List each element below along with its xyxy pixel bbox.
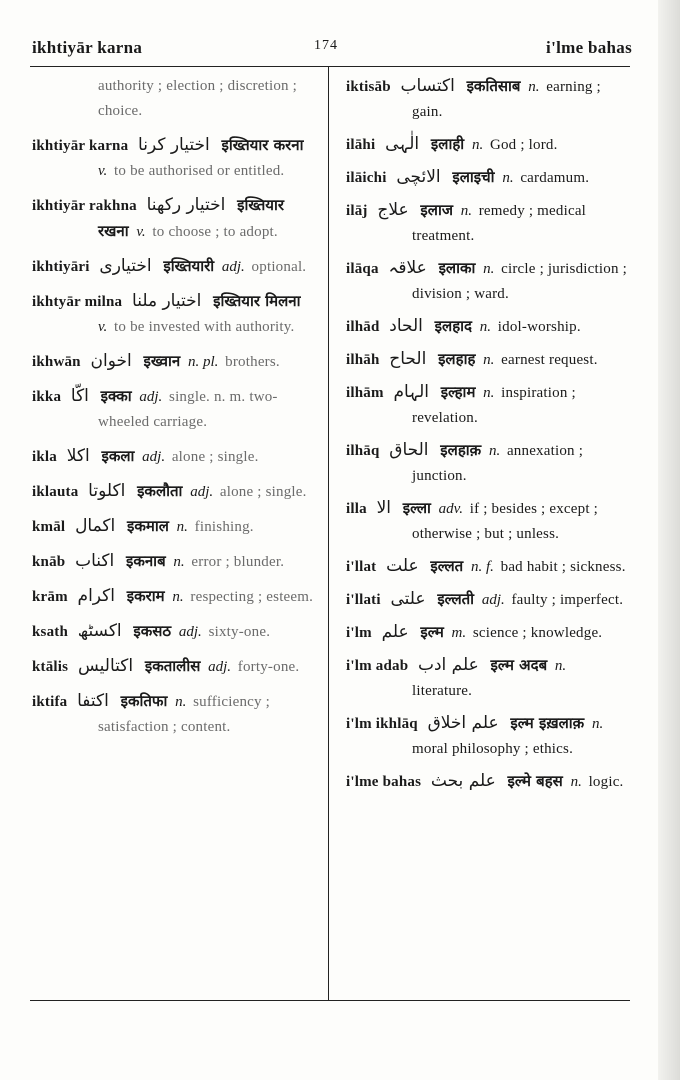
dictionary-entry <box>32 549 314 575</box>
dictionary-entry <box>32 133 314 184</box>
dictionary-entry <box>346 256 632 307</box>
definition: faulty ; imperfect. <box>511 592 624 608</box>
part-of-speech: v. <box>98 319 108 335</box>
part-of-speech: n. <box>460 203 472 219</box>
definition: alone ; single. <box>171 449 259 465</box>
dictionary-entry <box>346 620 632 646</box>
dictionary-entry <box>346 769 632 795</box>
definition: finishing. <box>194 519 254 535</box>
headword: ikka <box>32 389 62 405</box>
urdu-word: الہام <box>393 382 430 402</box>
part-of-speech: adj. <box>139 389 163 405</box>
dictionary-entry <box>32 349 314 375</box>
headword: ikhtiyār karna <box>32 138 129 154</box>
headword: ilhāq <box>346 443 380 459</box>
urdu-word: اکسٹھ <box>77 621 122 641</box>
part-of-speech: n. <box>488 443 501 459</box>
hindi-word: इकतिसाब <box>466 77 521 95</box>
part-of-speech: adj. <box>190 484 214 500</box>
headword: i'llati <box>346 592 381 608</box>
dictionary-entry <box>346 198 632 249</box>
hindi-word: इख्वान <box>143 352 181 370</box>
part-of-speech: n. <box>483 352 495 368</box>
page-number: 174 <box>314 38 338 53</box>
hindi-word: इल्लत <box>430 557 464 575</box>
headword: i'lme bahas <box>346 774 422 790</box>
definition: remedy ; medical treatment. <box>412 203 587 244</box>
headword: ksath <box>32 624 69 640</box>
urdu-word: اکتالیس <box>77 656 134 676</box>
hindi-word: इलहाद <box>434 317 473 335</box>
column-divider <box>328 67 329 1000</box>
definition: bad habit ; sickness. <box>500 559 626 575</box>
headword: ilāhi <box>346 137 376 153</box>
dictionary-entry <box>32 384 314 435</box>
headword: ikhwān <box>32 354 81 370</box>
definition: authority ; election ; discretion ; choice. <box>98 78 298 119</box>
hindi-word: इल्म इख़लाक़ <box>510 714 585 732</box>
definition: science ; knowledge. <box>472 625 603 641</box>
definition: error ; blunder. <box>191 554 285 570</box>
hindi-word: इल्म अदब <box>490 656 548 674</box>
urdu-word: اختیار کرنا <box>138 135 210 155</box>
headword: iktifa <box>32 694 68 710</box>
definition: sufficiency ; satisfaction ; content. <box>98 694 271 735</box>
urdu-word: الا <box>376 498 391 518</box>
definition: literature. <box>412 683 473 699</box>
hindi-word: इकलौता <box>137 482 183 500</box>
headword: kmāl <box>32 519 66 535</box>
hindi-word: इलाइची <box>452 168 495 186</box>
dictionary-entry <box>346 380 632 431</box>
definition: respecting ; esteem. <box>190 589 314 605</box>
urdu-word: علم <box>381 622 409 642</box>
hindi-word: इकतालीस <box>144 657 201 675</box>
dictionary-entry <box>32 254 314 280</box>
urdu-word: اکرام <box>77 586 115 606</box>
definition: inspiration ; revelation. <box>412 385 576 426</box>
headword: i'llat <box>346 559 377 575</box>
dictionary-entry <box>32 479 314 505</box>
definition: to be invested with authority. <box>114 319 295 335</box>
headword: i'lm ikhlāq <box>346 716 418 732</box>
definition: earnest request. <box>501 352 598 368</box>
definition: cardamum. <box>520 170 590 186</box>
definition: idol-worship. <box>497 319 581 335</box>
dictionary-entry <box>346 711 632 762</box>
header-right-headword: i'lme bahas <box>546 38 632 57</box>
hindi-word: इलहाक़ <box>440 441 482 459</box>
headword: ikhtiyār rakhna <box>32 198 137 214</box>
hindi-word: इकतिफा <box>120 692 168 710</box>
urdu-word: الحاق <box>389 440 429 460</box>
urdu-word: الحاح <box>389 349 427 369</box>
urdu-word: اکتفا <box>77 691 109 711</box>
urdu-word: اکلا <box>66 446 90 466</box>
dictionary-entry <box>346 347 632 373</box>
dictionary-entry <box>346 587 632 613</box>
definition: circle ; jurisdiction ; division ; ward. <box>412 261 627 302</box>
urdu-word: علت <box>386 556 419 576</box>
part-of-speech: adj. <box>481 592 505 608</box>
part-of-speech: adj. <box>208 659 232 675</box>
hindi-word: इकसठ <box>133 622 172 640</box>
urdu-word: اکّا <box>70 386 89 406</box>
hindi-word: इख्तियार मिलना <box>213 292 301 310</box>
dictionary-entry <box>346 438 632 489</box>
urdu-word: اکتساب <box>400 76 455 96</box>
urdu-word: اخوان <box>90 351 132 371</box>
part-of-speech: n. <box>173 554 185 570</box>
urdu-word: الٰہی <box>385 134 420 154</box>
urdu-word: علاقہ <box>388 258 427 278</box>
part-of-speech: n. <box>554 658 567 674</box>
left-column <box>32 74 314 749</box>
dictionary-entry <box>32 289 314 340</box>
hindi-word: इख्तियार करना <box>221 136 304 154</box>
definition: brothers. <box>225 354 280 370</box>
urdu-word: اکمال <box>75 516 116 536</box>
hindi-word: इक्का <box>100 387 132 405</box>
headword: knāb <box>32 554 66 570</box>
hindi-word: इलाज <box>420 201 453 219</box>
headword: ilāj <box>346 203 368 219</box>
urdu-word: علتی <box>390 589 426 609</box>
headword: ikhtyār milna <box>32 294 123 310</box>
headword: iktisāb <box>346 79 391 95</box>
headword: ikhtiyāri <box>32 259 90 275</box>
definition: sixty-one. <box>208 624 271 640</box>
dictionary-entry <box>346 165 632 191</box>
headword: i'lm <box>346 625 372 641</box>
dictionary-entry <box>346 314 632 340</box>
hindi-word: इलाका <box>438 259 476 277</box>
part-of-speech: adv. <box>438 501 463 517</box>
hindi-word: इल्मे बहस <box>507 772 563 790</box>
dictionary-entry <box>32 689 314 740</box>
dictionary-entry <box>32 584 314 610</box>
part-of-speech: n. <box>176 519 188 535</box>
urdu-word: اختیاری <box>99 256 152 276</box>
hindi-word: इकनाब <box>125 552 166 570</box>
definition: alone ; single. <box>219 484 307 500</box>
headword: i'lm adab <box>346 658 409 674</box>
headword: krām <box>32 589 68 605</box>
definition: logic. <box>588 774 624 790</box>
hindi-word: इलहाह <box>438 350 476 368</box>
hindi-word: इल्लती <box>437 590 475 608</box>
urdu-word: اکلوتا <box>88 481 126 501</box>
bottom-rule <box>30 1000 630 1001</box>
definition: annexation ; junction. <box>412 443 584 484</box>
headword: ilhād <box>346 319 380 335</box>
part-of-speech: adj. <box>142 449 166 465</box>
dictionary-entry <box>32 444 314 470</box>
hindi-word: इलाही <box>430 135 465 153</box>
hindi-word: इकराम <box>126 587 165 605</box>
hindi-word: इख्तियार रखना <box>98 196 284 240</box>
urdu-word: علم بحث <box>430 771 496 791</box>
headword: ikla <box>32 449 57 465</box>
dictionary-entry <box>32 193 314 245</box>
part-of-speech: n. <box>591 716 604 732</box>
definition: single. n. m. two-wheeled carriage. <box>98 389 278 430</box>
urdu-word: علم ادب <box>417 655 479 675</box>
part-of-speech: v. <box>98 163 108 179</box>
dictionary-entry <box>32 654 314 680</box>
dictionary-entry <box>346 496 632 547</box>
top-rule <box>30 66 630 67</box>
urdu-word: اختیار ملنا <box>132 291 202 311</box>
definition: if ; besides ; except ; otherwise ; but ; unless. <box>412 501 599 542</box>
hindi-word: इल्ला <box>402 499 431 517</box>
part-of-speech: n. <box>471 137 484 153</box>
headword: ilhām <box>346 385 384 401</box>
part-of-speech: adj. <box>178 624 202 640</box>
urdu-word: الحاد <box>389 316 423 336</box>
page-edge-shadow <box>658 0 680 1080</box>
dictionary-entry <box>346 653 632 704</box>
headword: ilāichi <box>346 170 387 186</box>
page-header <box>32 38 632 62</box>
definition: forty-one. <box>237 659 300 675</box>
part-of-speech: n. <box>172 589 184 605</box>
part-of-speech: m. <box>451 625 467 641</box>
headword: illa <box>346 501 367 517</box>
dictionary-entry <box>32 619 314 645</box>
header-left-headword: ikhtiyār karna <box>32 38 143 57</box>
part-of-speech: n. <box>483 261 495 277</box>
headword: ktālis <box>32 659 69 675</box>
urdu-word: علاج <box>377 200 409 220</box>
part-of-speech: n. <box>570 774 582 790</box>
dictionary-entry <box>346 132 632 158</box>
definition: God ; lord. <box>489 137 558 153</box>
urdu-word: اکناب <box>75 551 115 571</box>
part-of-speech: n. <box>483 385 495 401</box>
urdu-word: علم اخلاق <box>427 713 499 733</box>
hindi-word: इकला <box>101 447 135 465</box>
right-column <box>346 74 632 802</box>
definition: to choose ; to adopt. <box>152 224 278 240</box>
definition: earning ; gain. <box>412 79 601 120</box>
part-of-speech: adj. <box>221 259 245 275</box>
part-of-speech: n. f. <box>470 559 494 575</box>
urdu-word: اختیار رکھنا <box>146 195 226 215</box>
part-of-speech: n. pl. <box>187 354 219 370</box>
dictionary-entry <box>346 554 632 580</box>
headword: ilāqa <box>346 261 379 277</box>
dictionary-entry <box>346 74 632 125</box>
headword: ilhāh <box>346 352 380 368</box>
part-of-speech: n. <box>175 694 187 710</box>
hindi-word: इल्म <box>420 623 444 641</box>
hindi-word: इल्हाम <box>440 383 476 401</box>
dictionary-entry <box>32 514 314 540</box>
headword: iklauta <box>32 484 79 500</box>
urdu-word: الائچی <box>396 167 441 187</box>
definition: optional. <box>251 259 307 275</box>
part-of-speech: n. <box>479 319 492 335</box>
definition: to be authorised or entitled. <box>114 163 285 179</box>
part-of-speech: n. <box>502 170 514 186</box>
definition: moral philosophy ; ethics. <box>412 741 574 757</box>
part-of-speech: v. <box>136 224 146 240</box>
part-of-speech: n. <box>528 79 540 95</box>
hindi-word: इख्तियारी <box>163 257 215 275</box>
hindi-word: इकमाल <box>127 517 169 535</box>
dictionary-entry <box>32 74 314 124</box>
